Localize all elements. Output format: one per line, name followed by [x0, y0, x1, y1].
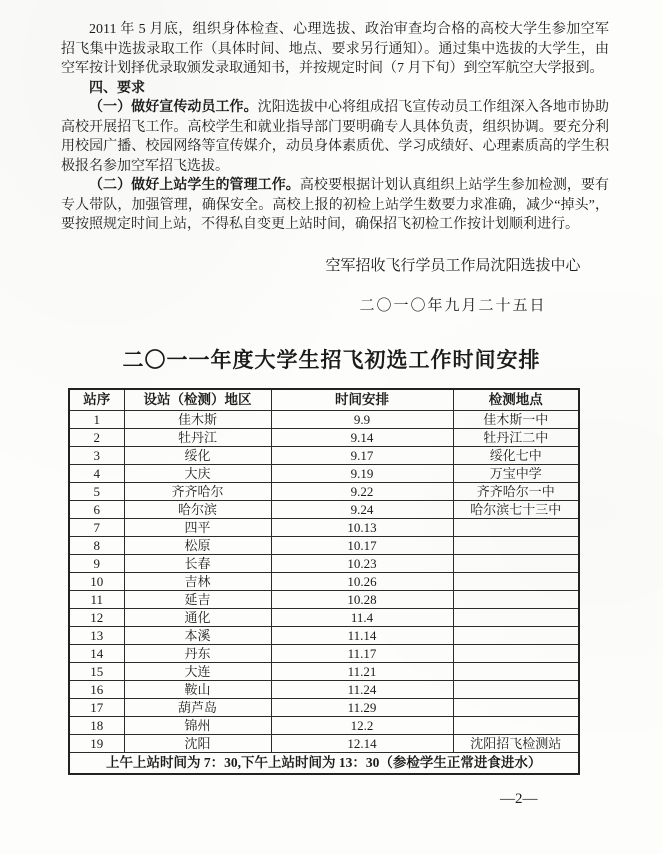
cell-location: 哈尔滨七十三中	[453, 501, 579, 519]
cell-location: 佳木斯一中	[453, 411, 579, 429]
cell-location: 齐齐哈尔一中	[453, 483, 579, 501]
cell-station-region: 长春	[124, 555, 271, 573]
cell-station-region: 丹东	[124, 645, 271, 663]
paragraph-item1-text: 沈阳选拔中心将组成招飞宣传动员工作组深入各地市协助高校开展招飞工作。高校学生和就业指导部门要明确专人具体负责，组织协调。要充分利用校园广播、校园网络等宣传媒介，动员身体素质优、学习成绩好、心理素质高的学生积极报名参加空军招飞选拔。	[61, 100, 610, 174]
cell-time: 10.17	[271, 537, 453, 555]
cell-location	[453, 519, 579, 537]
table-footnote: 上午上站时间为 7：30,下午上站时间为 13：30（参检学生正常进食进水）	[69, 753, 579, 775]
cell-location	[453, 663, 579, 681]
header-location: 检测地点	[453, 389, 579, 411]
cell-location	[453, 645, 579, 663]
paragraph-intro-text: 2011 年 5 月底，组织身体检查、心理选拔、政治审查均合格的高校大学生参加空军招飞集中选拔录取工作（具体时间、地点、要求另行通知）。通过集中选拔的大学生，由空军按计划择优录取颁发录取通知书，并按规定时间（7 月下旬）到空军航空大学报到。	[61, 22, 609, 76]
table-row	[69, 465, 579, 483]
cell-station-number: 8	[69, 537, 124, 555]
cell-station-region: 松原	[124, 537, 271, 555]
cell-station-region: 延吉	[124, 591, 271, 609]
table-row	[69, 609, 579, 627]
paragraph-item1-lead: （一）做好宣传动员工作。	[89, 100, 258, 115]
cell-station-number: 2	[69, 429, 124, 447]
signature-organization: 空军招收飞行学员工作局沈阳选拔中心	[325, 258, 581, 274]
cell-time: 10.13	[271, 519, 453, 537]
cell-station-number: 9	[69, 555, 124, 573]
cell-station-number: 1	[69, 411, 124, 429]
cell-station-number: 10	[69, 573, 124, 591]
table-row	[69, 537, 579, 555]
cell-time: 11.4	[271, 609, 453, 627]
cell-location	[453, 573, 579, 591]
cell-station-number: 17	[69, 699, 124, 717]
header-time: 时间安排	[271, 389, 453, 411]
table-row	[69, 519, 579, 537]
table-row	[69, 591, 579, 609]
table-row	[69, 699, 579, 717]
cell-time: 9.14	[271, 429, 453, 447]
cell-station-region: 通化	[124, 609, 271, 627]
cell-location: 沈阳招飞检测站	[453, 735, 579, 753]
cell-location	[453, 555, 579, 573]
table-row	[69, 645, 579, 663]
cell-station-region: 葫芦岛	[124, 699, 271, 717]
cell-time: 10.28	[271, 591, 453, 609]
header-station-region: 设站（检测）地区	[124, 389, 271, 411]
table-row	[69, 411, 579, 429]
paragraph-intro	[61, 20, 609, 79]
cell-time: 9.24	[271, 501, 453, 519]
cell-station-number: 3	[69, 447, 124, 465]
cell-location	[453, 609, 579, 627]
table-row	[69, 555, 579, 573]
table-row	[69, 735, 579, 753]
cell-location	[453, 591, 579, 609]
schedule-title: 二〇一一年度大学生招飞初选工作时间安排	[122, 348, 541, 372]
cell-station-region: 齐齐哈尔	[124, 483, 271, 501]
cell-station-number: 7	[69, 519, 124, 537]
table-footnote-row	[69, 753, 579, 775]
paragraph-item2-text: 高校要根据计划认真组织上站学生参加检测，要有专人带队，加强管理，确保安全。高校上报的初检上站学生数要力求准确，减少“掉头”，要按照规定时间上站，不得私自变更上站时间，确保招飞初检工作按计划顺利进行。	[61, 178, 610, 232]
header-station-number: 站序	[69, 389, 124, 411]
table-header-row	[69, 389, 579, 411]
cell-location	[453, 537, 579, 555]
cell-station-region: 大连	[124, 663, 271, 681]
cell-station-region: 牡丹江	[124, 429, 271, 447]
cell-time: 9.22	[271, 483, 453, 501]
cell-location	[453, 699, 579, 717]
cell-time: 9.9	[271, 411, 453, 429]
cell-location: 万宝中学	[453, 465, 579, 483]
cell-station-region: 大庆	[124, 465, 271, 483]
cell-station-region: 沈阳	[124, 735, 271, 753]
section-heading-text: 四、要求	[89, 80, 145, 96]
cell-station-number: 12	[69, 609, 124, 627]
cell-station-region: 本溪	[124, 627, 271, 645]
cell-location	[453, 681, 579, 699]
cell-time: 11.29	[271, 699, 453, 717]
cell-location: 绥化七中	[453, 447, 579, 465]
table-row	[69, 429, 579, 447]
signature-date: 二〇一〇年九月二十五日	[359, 298, 547, 314]
cell-station-number: 4	[69, 465, 124, 483]
table-row	[69, 681, 579, 699]
paragraph-item2-lead: （二）做好上站学生的管理工作。	[89, 178, 300, 193]
cell-time: 12.14	[271, 735, 453, 753]
section-heading	[61, 79, 609, 99]
cell-time: 10.23	[271, 555, 453, 573]
cell-station-number: 16	[69, 681, 124, 699]
cell-station-number: 5	[69, 483, 124, 501]
cell-location	[453, 627, 579, 645]
cell-location: 牡丹江二中	[453, 429, 579, 447]
cell-station-number: 11	[69, 591, 124, 609]
cell-time: 10.26	[271, 573, 453, 591]
cell-time: 11.14	[271, 627, 453, 645]
table-row	[69, 501, 579, 519]
cell-station-number: 13	[69, 627, 124, 645]
cell-station-region: 鞍山	[124, 681, 271, 699]
page-number: —2—	[500, 791, 538, 807]
cell-station-region: 佳木斯	[124, 411, 271, 429]
signature-block	[280, 254, 626, 315]
cell-time: 9.17	[271, 447, 453, 465]
cell-station-region: 哈尔滨	[124, 501, 271, 519]
paragraph-item1	[61, 98, 609, 176]
table-row	[69, 447, 579, 465]
table-row	[69, 483, 579, 501]
cell-station-number: 14	[69, 645, 124, 663]
cell-time: 12.2	[271, 717, 453, 735]
cell-time: 11.24	[271, 681, 453, 699]
table-row	[69, 573, 579, 591]
cell-time: 9.19	[271, 465, 453, 483]
cell-station-region: 绥化	[124, 447, 271, 465]
cell-station-number: 15	[69, 663, 124, 681]
cell-station-number: 18	[69, 717, 124, 735]
schedule-table	[68, 388, 580, 775]
cell-time: 11.21	[271, 663, 453, 681]
cell-time: 11.17	[271, 645, 453, 663]
cell-station-number: 6	[69, 501, 124, 519]
cell-station-region: 四平	[124, 519, 271, 537]
table-row	[69, 627, 579, 645]
paragraph-item2	[61, 176, 609, 235]
cell-location	[453, 717, 579, 735]
table-row	[69, 663, 579, 681]
document-body	[61, 20, 609, 235]
cell-station-region: 锦州	[124, 717, 271, 735]
table-row	[69, 717, 579, 735]
cell-station-number: 19	[69, 735, 124, 753]
cell-station-region: 吉林	[124, 573, 271, 591]
